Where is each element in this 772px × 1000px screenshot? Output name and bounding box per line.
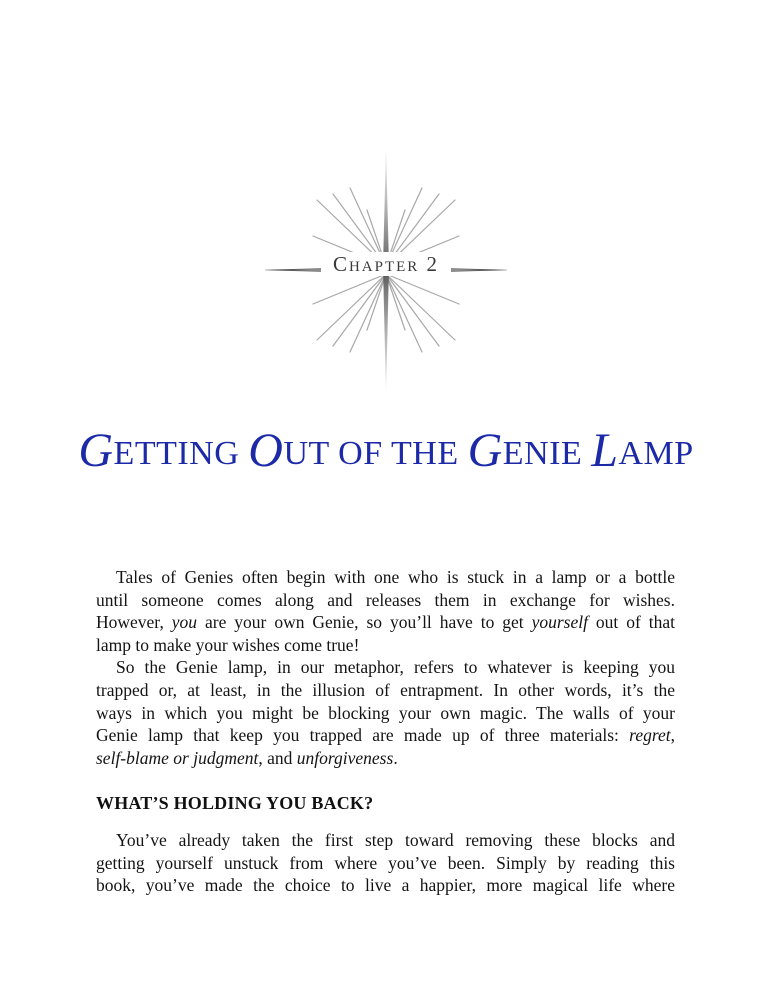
p2-line-5d: .: [393, 747, 398, 768]
p1-line-1: Tales of Genies often begin with one who is stuck in a lamp or a bottle: [116, 567, 675, 587]
chapter-label-text: Chapter 2: [329, 252, 443, 276]
p1-line-2: until someone comes along and releases them in exchange for wishes.: [96, 589, 675, 610]
p1-line-3e: out of that: [587, 612, 675, 633]
chapter-label: [255, 254, 517, 275]
title-initial-3: G: [467, 424, 503, 477]
title-word-2: UT OF THE: [283, 435, 468, 472]
p3-line-2: getting yourself unstuck from where you’ve been. Simply by reading this: [96, 852, 675, 873]
title-initial-4: L: [591, 424, 619, 477]
p2-line-4c: ,: [670, 725, 675, 746]
body-paragraph-3: [96, 829, 675, 897]
p1-line-3a: However,: [96, 612, 172, 633]
p1-emph-yourself: yourself: [531, 612, 588, 633]
title-initial-1: G: [78, 424, 114, 477]
p2-emph-self-blame: self-blame or judgment: [96, 747, 259, 768]
starburst-ornament: [255, 148, 517, 394]
p1-line-3c: are your own Genie, so you’ll have to get: [197, 612, 532, 633]
p1-line-3: [96, 611, 675, 634]
paragraph-2: [96, 656, 675, 769]
p2-line-4a: Genie lamp that keep you trapped are made up of three materials:: [96, 725, 630, 746]
body-paragraphs-1-2: [96, 566, 675, 769]
p3-line-3: book, you’ve made the choice to live a happier, more magical life where: [96, 875, 675, 896]
section-heading: WHAT’S HOLDING YOU BACK?: [96, 793, 374, 813]
title-word-4: AMP: [618, 435, 694, 472]
paragraph-3: [96, 829, 675, 897]
p2-emph-regret: regret: [629, 725, 671, 746]
p2-line-5b: , and: [258, 747, 297, 768]
paragraph-1: [96, 566, 675, 656]
p3-line-1: You’ve already taken the first step toward removing these blocks and: [116, 830, 675, 850]
p2-line-1: So the Genie lamp, in our metaphor, refers to whatever is keeping you: [116, 657, 675, 678]
p2-line-2: trapped or, at least, in the illusion of entrapment. In other words, it’s the: [96, 679, 675, 700]
p1-line-4: lamp to make your wishes come true!: [96, 634, 360, 655]
p2-emph-unforgiveness: unforgiveness: [296, 747, 394, 768]
title-word-1: ETTING: [113, 435, 249, 472]
chapter-title: [0, 424, 772, 477]
p1-emph-you: you: [171, 612, 198, 633]
title-initial-2: O: [248, 424, 284, 477]
p2-line-5: [96, 747, 675, 770]
p2-line-4: [96, 724, 675, 747]
p2-line-3: ways in which you might be blocking your own magic. The walls of your: [96, 702, 675, 723]
title-word-3: ENIE: [502, 435, 592, 472]
